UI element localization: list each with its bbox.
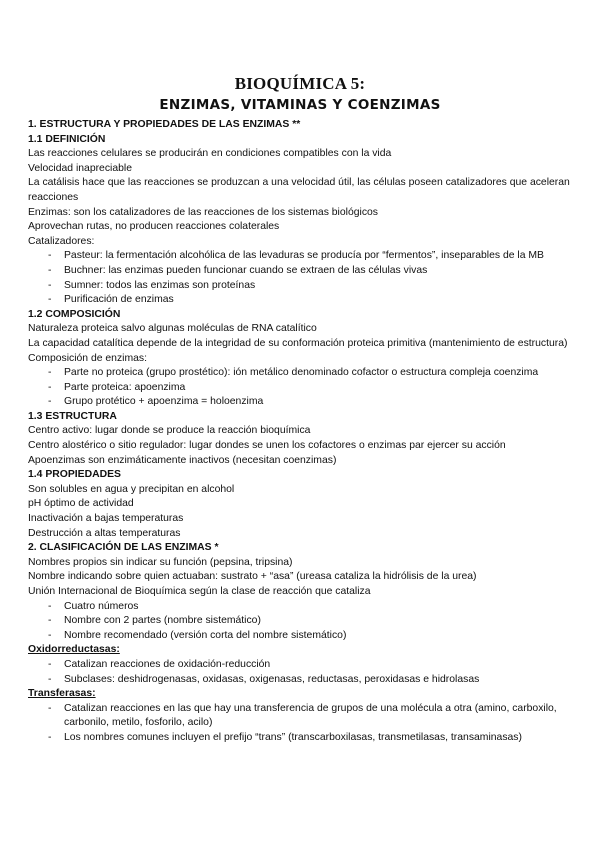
- paragraph: Catalizadores:: [28, 235, 95, 247]
- paragraph: Apoenzimas son enzimáticamente inactivos (necesitan coenzimas): [28, 454, 337, 466]
- oxidorreductasas-list: [28, 658, 572, 687]
- list-item: - Parte no proteica (grupo prostético): ión metálico denominado cofactor o estructura compleja coenzima: [48, 366, 572, 381]
- paragraph: Inactivación a bajas temperaturas: [28, 513, 184, 525]
- list-item: - Grupo protético + apoenzima = holoenzima: [48, 395, 572, 410]
- paragraph: La capacidad catalítica depende de la integridad de su conformación proteica primitiva (mantenimiento de estructura): [28, 337, 568, 349]
- paragraph: Destrucción a altas temperaturas: [28, 527, 181, 539]
- list-item: - Catalizan reacciones en las que hay una transferencia de grupos de una molécula a otra (amino, carboxilo, carbonilo, metilo, fosforilo, acilo): [48, 702, 572, 731]
- paragraph: Nombre indicando sobre quien actuaban: sustrato + “asa” (ureasa cataliza la hidrólisis de la urea): [28, 571, 477, 583]
- composicion-list: [28, 366, 572, 410]
- paragraph: Centro alostérico o sitio regulador: lugar dondes se unen los cofactores o enzimas par ejercer su acción: [28, 440, 506, 452]
- section-1-heading: 1. ESTRUCTURA Y PROPIEDADES DE LAS ENZIMAS **: [28, 119, 301, 130]
- paragraph: Aprovechan rutas, no producen reacciones colaterales: [28, 221, 280, 233]
- list-item: - Los nombres comunes incluyen el prefijo “trans” (transcarboxilasas, transmetilasas, transaminasas): [48, 731, 572, 746]
- paragraph: Centro activo: lugar donde se produce la reacción bioquímica: [28, 425, 311, 437]
- paragraph: Naturaleza proteica salvo algunas moléculas de RNA catalítico: [28, 323, 317, 335]
- oxidorreductasas-heading: Oxidorreductasas:: [28, 644, 120, 656]
- paragraph: Enzimas: son los catalizadores de las reacciones de los sistemas biológicos: [28, 206, 378, 218]
- section-2-heading: 2. CLASIFICACIÓN DE LAS ENZIMAS *: [28, 542, 219, 554]
- page-title: BIOQUÍMICA 5:: [234, 74, 366, 93]
- list-item: - Purificación de enzimas: [48, 293, 572, 308]
- paragraph: La catálisis hace que las reacciones se produzcan a una velocidad útil, las células poseen catalizadores que aceleran reacciones: [28, 177, 570, 203]
- title-block: [28, 74, 572, 116]
- page-subtitle: ENZIMAS, VITAMINAS Y COENZIMAS: [159, 97, 441, 113]
- paragraph: Las reacciones celulares se producirán en condiciones compatibles con la vida: [28, 148, 392, 160]
- section-1-1-heading: 1.1 DEFINICIÓN: [28, 133, 106, 145]
- paragraph: Composición de enzimas:: [28, 352, 147, 364]
- list-item: - Catalizan reacciones de oxidación-reducción: [48, 658, 572, 673]
- paragraph: Unión Internacional de Bioquímica según la clase de reacción que cataliza: [28, 586, 371, 597]
- list-item: - Pasteur: la fermentación alcohólica de las levaduras se producía por “fermentos”, inseparables de la MB: [48, 249, 572, 264]
- paragraph: pH óptimo de actividad: [28, 498, 134, 510]
- paragraph: Velocidad inapreciable: [28, 162, 132, 174]
- transferasas-list: [28, 702, 572, 746]
- section-1-3-heading: 1.3 ESTRUCTURA: [28, 410, 117, 422]
- list-item: - Nombre recomendado (versión corta del nombre sistemático): [48, 629, 572, 644]
- list-item: - Sumner: todos las enzimas son proteínas: [48, 279, 572, 294]
- section-1-2-heading: 1.2 COMPOSICIÓN: [28, 308, 121, 320]
- transferasas-heading: Transferasas:: [28, 688, 96, 700]
- paragraph: Son solubles en agua y precipitan en alcohol: [28, 483, 235, 495]
- paragraph: Nombres propios sin indicar su función (pepsina, tripsina): [28, 556, 293, 568]
- iub-list: [28, 600, 572, 644]
- list-item: - Buchner: las enzimas pueden funcionar cuando se extraen de las células vivas: [48, 264, 572, 279]
- list-item: - Subclases: deshidrogenasas, oxidasas, oxigenasas, reductasas, peroxidasas e hidrolasas: [48, 673, 572, 688]
- section-1-4-heading: 1.4 PROPIEDADES: [28, 469, 121, 481]
- list-item: - Parte proteica: apoenzima: [48, 381, 572, 396]
- list-item: - Cuatro números: [48, 600, 572, 615]
- catalizadores-list: [28, 249, 572, 307]
- list-item: - Nombre con 2 partes (nombre sistemático): [48, 614, 572, 629]
